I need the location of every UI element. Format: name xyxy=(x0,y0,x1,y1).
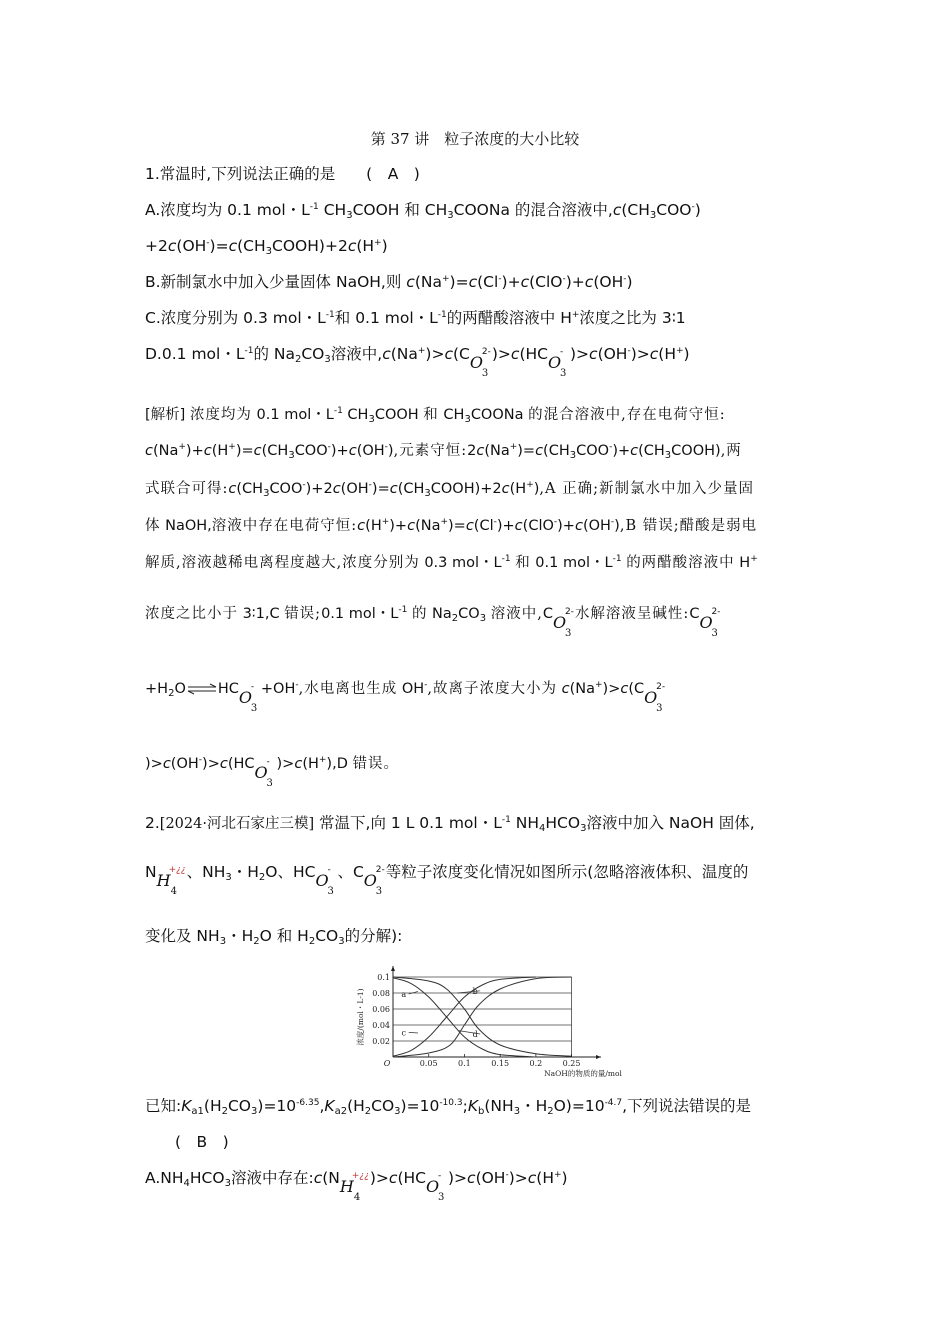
y-tick-label: 0.1 xyxy=(377,973,390,982)
equilibrium-arrow-icon xyxy=(186,682,218,696)
q2-option-a: $A.NH_4HCO_3$溶液中存在:c(N H 4 +¿¿ )>c(HC O 3 - )>c(OH-)>c(H+) xyxy=(145,1169,568,1203)
explanation-line-4: 体 NaOH,溶液中存在电荷守恒:c(H+)+c(Na+)=c(Cl-)+c(ClO-)+c(OH-),B 错误;醋酸是弱电 xyxy=(145,517,758,534)
chart-labels xyxy=(355,973,622,1078)
x-tick-label: 0.1 xyxy=(458,1059,471,1068)
explanation-line-5: 解质,溶液越稀电离程度越大,浓度分别为 0.3 mol・$L^{-1}$ 和 0.1 mol・$L^{-1}$ 的两醋酸溶液中 H+ xyxy=(145,554,758,571)
explanation-line-1: [解析] 浓度均为 0.1 mol・$L^{-1}$ $CH_3COOH$ 和 $CH_3COONa$ 的混合溶液中,存在电荷守恒: xyxy=(145,406,726,425)
explanation-line-2: $c(Na^+)+c(H^+)=c(CH_3COO^-)+c(OH^-)$,元素守恒$:2c(Na^+)=c(CH_3COO^-)+c(CH_3COOH)$,两 xyxy=(145,442,742,461)
explanation-line-3: 式联合可得$:c(CH_3COO^-)+2c(OH^-)=c(CH_3COOH)+2c(H^+),A$ 正确;新制氯水中加入少量固 xyxy=(145,480,754,499)
series-c-line xyxy=(393,977,536,1056)
x-axis-label: NaOH的物质的量/mol xyxy=(544,1069,622,1078)
x-axis-arrow xyxy=(596,1055,601,1059)
y-tick-label: 0.02 xyxy=(372,1037,390,1046)
page-title: 第 37 讲 粒子浓度的大小比较 xyxy=(370,130,580,148)
q1-answer: ( A ) xyxy=(366,165,420,183)
series-a-line xyxy=(393,978,536,1057)
series-c-leader xyxy=(409,1032,418,1033)
y-axis-label: 浓度/(mol・L-1) xyxy=(356,988,365,1046)
q2-known-values: 已知$:K_{a1}(H_2CO_3)=10^{-6.35},K_{a2}(H_2CO_3)=10^{-10.3};K_b(NH_3$・$H_2O)=10^{-4.7}$,下列说法错误的是 xyxy=(145,1097,752,1117)
question-1-stem xyxy=(145,164,420,184)
explanation-line-7: $+H_2O$ HC O 3 - +OH-,水电离也生成 OH-,故离子浓度大小为 c(Na+)>c(C O 3 2- xyxy=(145,680,666,714)
series-d-label: d xyxy=(472,1030,478,1039)
question-2-stem-line1: 2.[2024·河北石家庄三模] 常温下,向 1 L 0.1 mol・$L^{-1}$ $NH_4HCO_3$溶液中加入 NaOH 固体, xyxy=(145,814,755,834)
q1-option-c: C.浓度分别为 0.3 mol・$L^{-1}$和 0.1 mol・$L^{-1}$的两醋酸溶液中 H+浓度之比为 3∶1 xyxy=(145,309,686,327)
y-tick-label: 0.04 xyxy=(372,1021,390,1030)
series-a-label: a xyxy=(401,990,407,999)
chart-series xyxy=(393,977,572,1057)
series-b-label: b xyxy=(472,986,478,996)
question-2-stem-line3: 变化及 $NH_3$・$H_2O$ 和 $H_2CO_3$的分解): xyxy=(145,927,403,947)
x-tick-label: 0.05 xyxy=(419,1059,438,1068)
q1-option-a-line2: $+2c(OH^-)=c(CH_3COOH)+2c(H^+)$ xyxy=(145,237,388,257)
y-tick-label: 0.08 xyxy=(372,989,390,998)
x-tick-label: 0.15 xyxy=(491,1059,510,1068)
q1-option-d: D.0.1 mol・$L^{-1}$的 $Na_2CO_3$溶液中,c(Na+)>c(C O 3 2- )>c(HC O 3 - )>c(OH-)>c(H+) xyxy=(145,345,690,379)
q1-option-b: B.新制氯水中加入少量固体 NaOH,则 c(Na+)=c(Cl-)+c(ClO-)+c(OH-) xyxy=(145,273,633,291)
q2-answer: ( B ) xyxy=(175,1133,229,1151)
q1-stem-text: 1.常温时,下列说法正确的是 xyxy=(145,165,336,183)
explanation-line-6: 浓度之比小于 3∶1,C 错误;0.1 mol・$L^{-1}$ 的 $Na_2CO_3$ 溶液中,C O 3 2- 水解溶液呈碱性:C O 3 2- xyxy=(145,605,721,639)
y-tick-label: 0.06 xyxy=(372,1005,390,1014)
origin-label: O xyxy=(383,1059,391,1068)
q1-option-a-line1: A.浓度均为 0.1 mol・$L^{-1}$ $CH_3COOH$ 和 $CH_3COONa$ 的混合溶液中$,c(CH_3COO^-)$ xyxy=(145,201,701,221)
y-axis-arrow xyxy=(391,966,395,971)
concentration-chart xyxy=(355,962,622,1084)
question-2-stem-line2: N H 4 +¿¿ 、$NH_3$・$H_2O$、HC O 3 - 、C O 3 2- 等粒子浓度变化情况如图所示(忽略溶液体积、温度的 xyxy=(145,863,749,897)
x-tick-label: 0.2 xyxy=(529,1059,543,1068)
series-c-label: c xyxy=(401,1028,406,1038)
explanation-label: [解析] xyxy=(145,407,186,423)
x-tick-label: 0.25 xyxy=(562,1059,581,1068)
explanation-line-8: )>c(OH-)>c(HC O 3 - )>c(H+),D 错误。 xyxy=(145,755,399,789)
